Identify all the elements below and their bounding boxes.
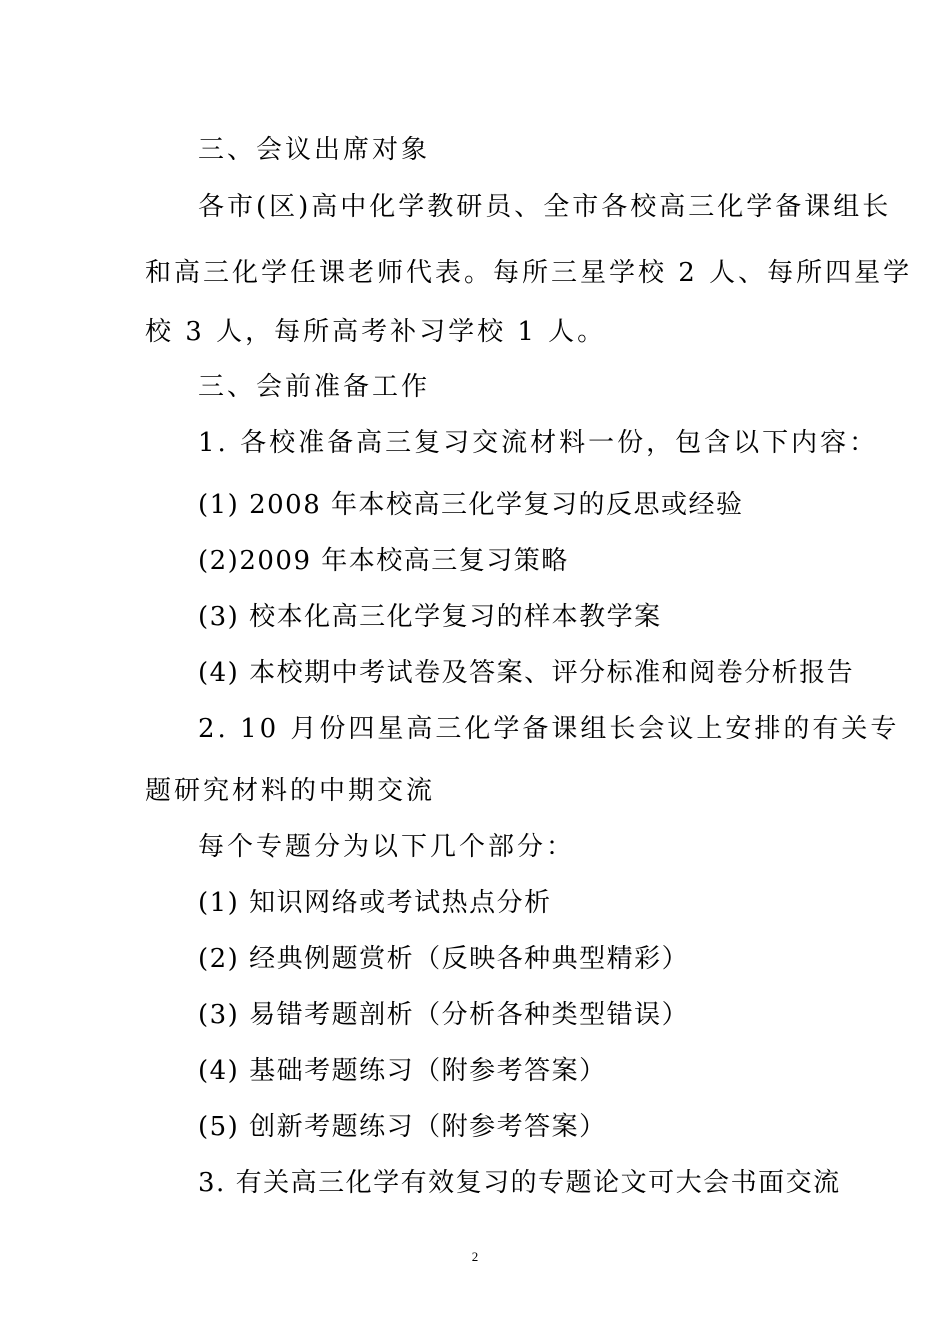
list-item: (1) 知识网络或考试热点分析 — [198, 888, 552, 918]
list-item: (2) 经典例题赏析（反映各种典型精彩） — [198, 944, 690, 974]
list-item: 1. 各校准备高三复习交流材料一份，包含以下内容： — [198, 428, 879, 458]
section-heading-attendees: 三、会议出席对象 — [198, 135, 431, 165]
paragraph-line: 和高三化学任课老师代表。每所三星学校 2 人、每所四星学 — [145, 258, 913, 288]
list-item: (1) 2008 年本校高三化学复习的反思或经验 — [198, 490, 744, 520]
list-item: (2)2009 年本校高三复习策略 — [198, 546, 569, 576]
list-item: 3. 有关高三化学有效复习的专题论文可大会书面交流 — [198, 1168, 841, 1198]
list-item: (4) 本校期中考试卷及答案、评分标准和阅卷分析报告 — [198, 658, 855, 688]
list-item: (5) 创新考题练习（附参考答案） — [198, 1112, 607, 1142]
list-item: (3) 易错考题剖析（分析各种类型错误） — [198, 1000, 690, 1030]
paragraph-line: 校 3 人，每所高考补习学校 1 人。 — [145, 317, 607, 347]
paragraph-line: 各市(区)高中化学教研员、全市各校高三化学备课组长 — [198, 192, 892, 222]
paragraph-line: 每个专题分为以下几个部分： — [198, 832, 576, 862]
list-item: (3) 校本化高三化学复习的样本教学案 — [198, 602, 662, 632]
paragraph-line: 题研究材料的中期交流 — [145, 776, 436, 806]
section-heading-preparation: 三、会前准备工作 — [198, 372, 431, 402]
list-item: 2. 10 月份四星高三化学备课组长会议上安排的有关专 — [198, 714, 900, 744]
page-number: 2 — [471, 1249, 479, 1264]
list-item: (4) 基础考题练习（附参考答案） — [198, 1056, 607, 1086]
